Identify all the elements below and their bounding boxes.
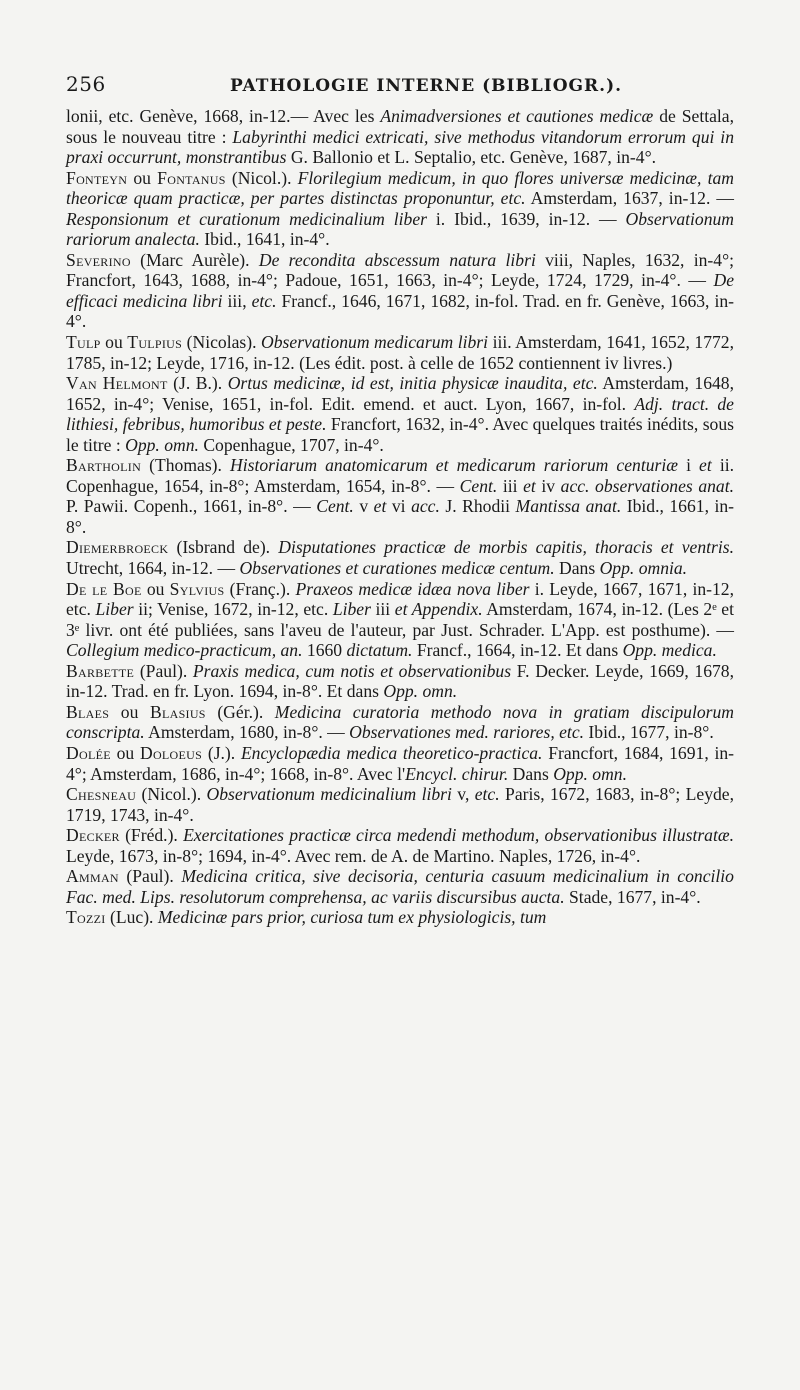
bibliography-entry	[66, 579, 734, 661]
author-name: Amman	[66, 866, 119, 887]
entry-text: Francf., 1664, in-12. Et dans	[412, 640, 623, 661]
title-text: De recondita abscessum natura libri	[258, 249, 536, 270]
title-text: Observationes et curationes medicæ centum.	[239, 558, 555, 579]
title-text: Observationum medicarum libri	[261, 332, 489, 353]
title-text: Liber	[332, 599, 371, 620]
entry-text: (Isbrand de).	[168, 537, 279, 558]
entry-text: (Gér.).	[205, 701, 275, 722]
title-text: De efficaci medicina libri	[66, 270, 734, 311]
entry-text: Amsterdam, 1680, in-8°. —	[144, 722, 350, 743]
author-name: Tulpius	[127, 332, 183, 353]
entry-text: iv	[535, 475, 561, 496]
entry-text: ou	[127, 167, 158, 188]
entry-text: (Paul).	[134, 660, 193, 681]
entry-text: Dans	[508, 763, 554, 784]
running-head	[66, 72, 734, 106]
title-text: acc.	[411, 496, 440, 517]
author-name: Fonteyn	[66, 167, 128, 188]
title-text: Animadversiones et cautiones medicæ	[380, 106, 654, 126]
bibliography-entry	[66, 866, 734, 907]
author-name: Barbette	[66, 660, 135, 681]
author-name: Doloeus	[139, 742, 203, 763]
entry-text: vi	[386, 496, 412, 517]
author-name: Bartholin	[66, 455, 142, 476]
title-text: Adj. tract. de lithiesi, febribus, humoribus et peste.	[66, 393, 734, 435]
title-text: Exercitationes practicæ circa medendi methodum, observationibus illustratæ.	[183, 825, 735, 846]
bibliography-entry	[66, 250, 734, 332]
entry-text: (J.).	[202, 742, 241, 763]
entry-text: ou	[109, 701, 150, 722]
entry-text: Amsterdam, 1674, in-12. (Les 2ᵉ et 3ᵉ livr. ont été publiées, sans l'aveu de l'auteur, par Just. Schrader. L'App. est posthume). —	[66, 599, 735, 640]
author-name: Blaes	[66, 701, 110, 722]
author-name: Chesneau	[66, 784, 137, 805]
entry-text: Ibid., 1677, in-8°.	[584, 722, 714, 743]
bibliography-entry	[66, 455, 734, 537]
title-text: Opp. omn.	[553, 763, 627, 784]
title-text: Cent.	[316, 496, 354, 517]
entry-text: i. Ibid., 1639, in-12. —	[427, 208, 626, 229]
author-name: Decker	[66, 825, 120, 846]
author-name: Diemerbroeck	[66, 537, 169, 558]
title-text: et	[523, 475, 536, 496]
title-text: etc.	[251, 290, 277, 311]
page-number: 256	[66, 72, 106, 96]
title-text: Observationum medicinalium libri	[206, 784, 452, 805]
entry-text: Amsterdam, 1637, in-12. —	[525, 188, 734, 209]
entry-text: (Luc).	[105, 907, 158, 928]
entry-text: (Marc Aurèle).	[130, 249, 259, 270]
entry-text: ou	[110, 742, 140, 763]
title-text: Praxis medica, cum notis et observationibus	[192, 660, 512, 681]
author-name: Sylvius	[169, 578, 225, 599]
entry-text: J. Rhodii	[439, 496, 516, 517]
title-text: Historiarum anatomicarum et medicarum rariorum centuriæ	[230, 455, 678, 476]
title-text: et	[373, 496, 387, 517]
title-text: Observationum rariorum analecta.	[66, 208, 734, 250]
title-text: Labyrinthi medici extricati, sive methodus vitandorum errorum qui in praxi occurrunt, monstrantibus	[66, 126, 734, 168]
title-text: et Appendix.	[394, 599, 483, 620]
entry-text: Amsterdam, 1648, 1652, in-4°; Venise, 1651, in-fol. Edit. emend. et auct. Lyon, 1667, in-fol.	[66, 373, 734, 414]
author-name: Van Helmont	[66, 373, 168, 394]
entry-text: (Thomas).	[141, 455, 231, 476]
title-text: Cent.	[459, 475, 498, 496]
entry-text: (Fréd.).	[119, 825, 184, 846]
entry-text: Copenhague, 1707, in-4°.	[198, 434, 384, 455]
entry-text: Francfort, 1632, in-4°. Avec quelques traités inédits, sous le titre :	[66, 414, 734, 455]
entry-text: v	[353, 496, 374, 517]
entry-text: ou	[141, 578, 170, 599]
running-title: PATHOLOGIE INTERNE (BIBLIOGR.).	[230, 76, 623, 96]
bibliography-entry	[66, 332, 734, 373]
bibliography-entry	[66, 106, 734, 168]
entry-text: (Nicolas).	[182, 332, 262, 353]
entry-text: Francfort, 1684, 1691, in-4°; Amsterdam, 1686, in-4°; 1668, in-8°. Avec l'	[66, 742, 735, 784]
entry-text: P. Pawii. Copenh., 1661, in-8°. —	[66, 496, 317, 517]
entry-text: Stade, 1677, in-4°.	[564, 886, 701, 907]
entry-text: ou	[100, 332, 128, 353]
entry-text: viii, Naples, 1632, in-4°; Francfort, 1643, 1688, in-4°; Padoue, 1651, 1663, in-4°; Leyde, 1724, 1729, in-4°. —	[66, 249, 734, 291]
entry-text: G. Ballonio et L. Septalio, etc. Genève, 1687, in-4°.	[286, 147, 657, 168]
entry-text: Ibid., 1641, in-4°.	[199, 229, 330, 250]
author-name: Blasius	[149, 701, 206, 722]
title-text: Encycl. chirur.	[405, 763, 509, 784]
entry-text: ii. Copenhague, 1654, in-8°; Amsterdam, 1654, in-8°. —	[66, 455, 734, 496]
title-text: Liber	[95, 599, 134, 620]
entry-text: i	[677, 455, 700, 476]
title-text: acc. observationes anat.	[560, 475, 734, 496]
entry-text: Paris, 1672, 1683, in-8°; Leyde, 1719, 1743, in-4°.	[66, 784, 734, 825]
bibliography-entry	[66, 373, 734, 455]
entry-text: ii; Venise, 1672, in-12, etc.	[133, 599, 333, 620]
title-text: Disputationes practicæ de morbis capitis, thoracis et ventris.	[278, 537, 734, 558]
bibliography-entry	[66, 907, 734, 928]
entry-text: (Paul).	[118, 866, 182, 887]
title-text: Ortus medicinæ, id est, initia physicæ inaudita, etc.	[227, 373, 598, 394]
entry-text: iii	[497, 475, 524, 496]
author-name: De le Boe	[66, 578, 142, 599]
entry-text: Francf., 1646, 1671, 1682, in-fol. Trad. en fr. Genève, 1663, in-4°.	[66, 290, 734, 332]
entry-text: (Nicol.).	[225, 167, 298, 188]
entry-text: (J. B.).	[167, 373, 228, 394]
entry-text: (Franç.).	[224, 578, 296, 599]
entry-text: lonii, etc. Genève, 1668, in-12.— Avec les	[66, 106, 381, 126]
title-text: etc.	[474, 784, 500, 805]
entry-text: iii. Amsterdam, 1641, 1652, 1772, 1785, in-12; Leyde, 1716, in-12. (Les édit. post. à celle de 1652 contiennent iv livres.)	[66, 332, 734, 373]
bibliography-entry	[66, 537, 734, 578]
bibliography-entry	[66, 168, 734, 250]
title-text: Medicina curatoria methodo nova in gratiam discipulorum conscripta.	[66, 701, 735, 743]
bibliography-entry	[66, 702, 734, 743]
title-text: Opp. omnia.	[599, 558, 688, 579]
bibliography-text	[66, 106, 734, 928]
entry-text: de Settala, sous le nouveau titre :	[66, 106, 735, 147]
entry-text: iii	[370, 599, 395, 620]
entry-text: 1660	[302, 640, 347, 661]
entry-text: Dans	[554, 558, 600, 579]
entry-text: (Nicol.).	[136, 784, 207, 805]
author-name: Tozzi	[66, 907, 106, 928]
title-text: et	[699, 455, 712, 476]
bibliography-entry	[66, 784, 734, 825]
title-text: Opp. omn.	[383, 681, 458, 702]
bibliography-entry	[66, 661, 734, 702]
author-name: Dolée	[66, 742, 111, 763]
author-name: Severino	[66, 249, 131, 270]
title-text: Mantissa anat.	[515, 496, 622, 517]
author-name: Tulp	[66, 332, 101, 353]
entry-text: i. Leyde, 1667, 1671, in-12, etc.	[66, 578, 735, 620]
title-text: Florilegium medicum, in quo flores universæ medicinæ, tam theoricæ quam practicæ, per partes distinctas proponuntur, etc.	[66, 167, 734, 209]
entry-text: Ibid., 1661, in-8°.	[66, 496, 735, 537]
entry-text: iii,	[222, 290, 252, 311]
title-text: Medicinæ pars prior, curiosa tum ex physiologicis, tum	[157, 907, 547, 928]
title-text: Opp. medica.	[622, 640, 717, 661]
author-name: Fontanus	[157, 167, 226, 188]
bibliography-entry	[66, 743, 734, 784]
title-text: Opp. omn.	[125, 434, 199, 455]
title-text: Collegium medico-practicum, an.	[66, 640, 303, 661]
title-text: dictatum.	[346, 640, 413, 661]
title-text: Encyclopædia medica theoretico-practica.	[240, 742, 543, 763]
entry-text: Leyde, 1673, in-8°; 1694, in-4°. Avec rem. de A. de Martino. Naples, 1726, in-4°.	[66, 845, 641, 866]
entry-text: v,	[451, 784, 475, 805]
entry-text: F. Decker. Leyde, 1669, 1678, in-12. Trad. en fr. Lyon. 1694, in-8°. Et dans	[66, 660, 734, 702]
title-text: Responsionum et curationum medicinalium liber	[66, 208, 428, 229]
title-text: Observationes med. rariores, etc.	[349, 722, 585, 743]
title-text: Medicina critica, sive decisoria, centuria casuum medicinalium in concilio Fac. med. Lips. resolutorum comprehensa, ac variis discursibus aucta.	[66, 866, 734, 907]
bibliography-entry	[66, 825, 734, 866]
title-text: Praxeos medicæ idæa nova liber	[295, 578, 530, 599]
entry-text: Utrecht, 1664, in-12. —	[66, 558, 240, 579]
